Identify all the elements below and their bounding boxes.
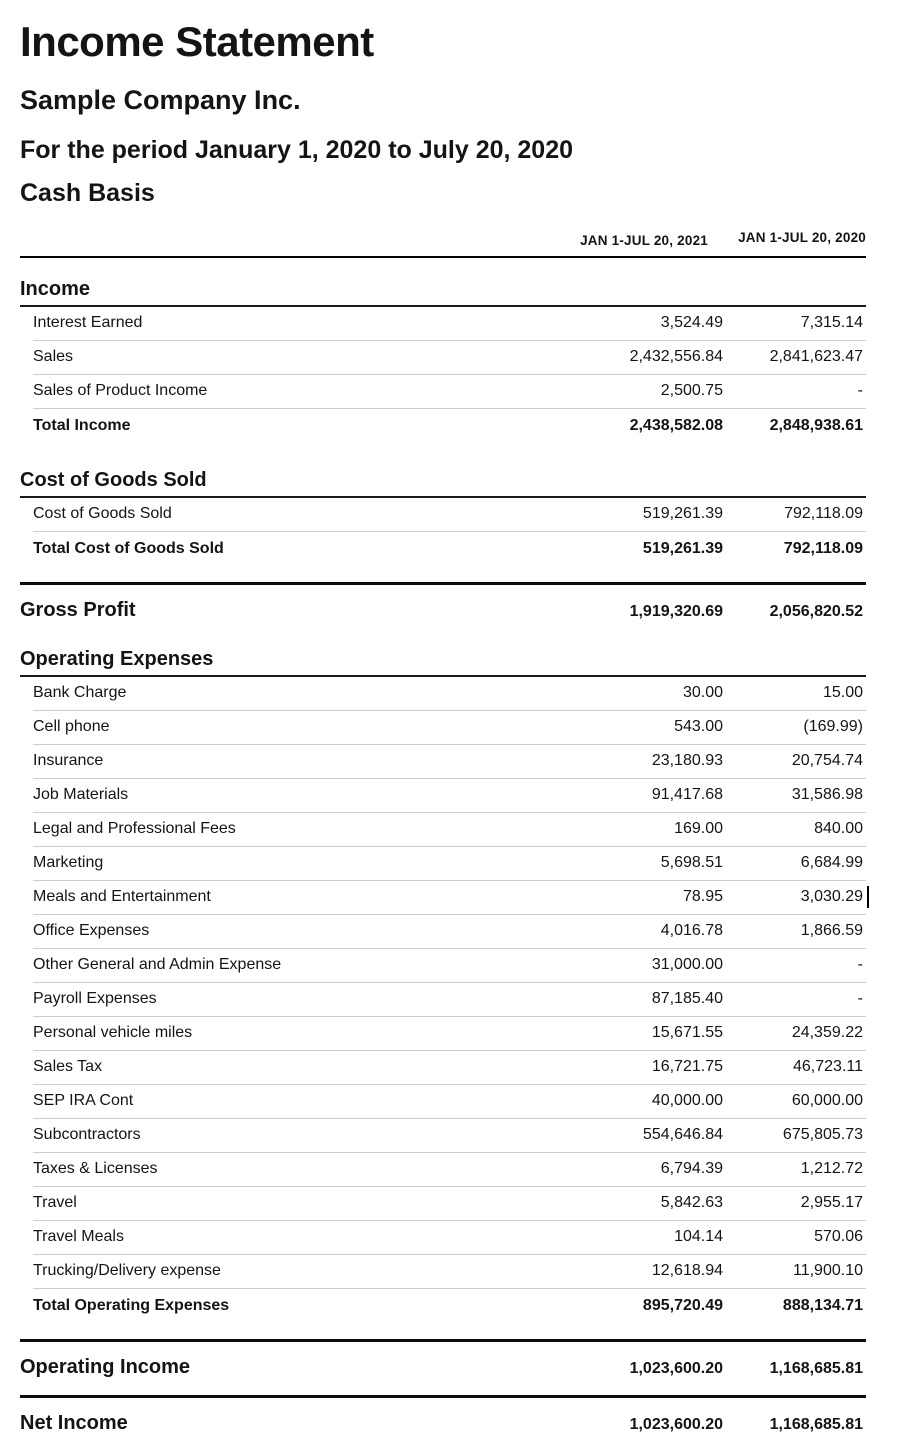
row-value-2021: 6,794.39 [660, 1160, 723, 1178]
row-value-2021: 12,618.94 [651, 1262, 723, 1280]
row-value-2020: (169.99) [803, 718, 863, 736]
section-title: Income [20, 278, 866, 307]
total-row [33, 1289, 866, 1323]
row-value-2020: 792,118.09 [783, 539, 863, 557]
row-label: Travel [33, 1194, 77, 1212]
table-row [33, 498, 866, 532]
section-cost-of-goods-sold [20, 469, 866, 566]
section-operating-expenses [20, 648, 866, 1323]
row-value-2020: 570.06 [814, 1228, 863, 1246]
table-row [33, 949, 866, 983]
row-label: Sales Tax [33, 1058, 103, 1076]
row-value-2021: 3,524.49 [660, 314, 723, 332]
row-value-2021: 30.00 [682, 684, 723, 702]
table-row [33, 983, 866, 1017]
row-value-2020: 31,586.98 [791, 786, 863, 804]
table-row [33, 1085, 866, 1119]
row-label: Sales of Product Income [33, 382, 208, 400]
row-value-2021: 15,671.55 [651, 1024, 723, 1042]
row-value-2021: 2,432,556.84 [629, 348, 723, 366]
row-label: Bank Charge [33, 684, 127, 702]
row-value-2021: 2,438,582.08 [629, 416, 723, 434]
row-value-2020: 15.00 [822, 684, 863, 702]
column-header-2021: JAN 1-JUL 20, 2021 [580, 232, 708, 248]
summary-value-2021: 1,023,600.20 [629, 1415, 723, 1433]
row-label: Taxes & Licenses [33, 1160, 158, 1178]
row-label: Cost of Goods Sold [33, 505, 172, 523]
table-row [33, 1187, 866, 1221]
row-label: Total Income [33, 416, 131, 434]
row-label: Total Cost of Goods Sold [33, 539, 224, 557]
accounting-basis: Cash Basis [20, 178, 155, 207]
row-label: Personal vehicle miles [33, 1024, 193, 1042]
row-value-2020: 7,315.14 [800, 314, 863, 332]
row-value-2021: 16,721.75 [651, 1058, 723, 1076]
row-value-2020: 60,000.00 [791, 1092, 863, 1110]
row-label: Meals and Entertainment [33, 888, 211, 906]
row-label: SEP IRA Cont [33, 1092, 134, 1110]
summary-label: Gross Profit [20, 598, 136, 621]
summary-value-2020: 2,056,820.52 [769, 602, 863, 620]
row-value-2021: 895,720.49 [642, 1296, 723, 1314]
row-label: Interest Earned [33, 314, 143, 332]
row-value-2020: 20,754.74 [791, 752, 863, 770]
row-value-2020: 792,118.09 [784, 505, 863, 523]
row-value-2021: 169.00 [674, 820, 723, 838]
summary-value-2020: 1,168,685.81 [769, 1359, 863, 1377]
column-header-2020: JAN 1-JUL 20, 2020 [738, 229, 866, 245]
row-label: Trucking/Delivery expense [33, 1262, 221, 1280]
row-value-2020: 888,134.71 [782, 1296, 863, 1314]
summary-label: Operating Income [20, 1355, 191, 1378]
table-row [33, 847, 866, 881]
table-row [33, 341, 866, 375]
table-row [33, 915, 866, 949]
table-row [33, 881, 866, 915]
table-row [33, 677, 866, 711]
company-name: Sample Company Inc. [20, 84, 301, 115]
row-label: Legal and Professional Fees [33, 820, 236, 838]
row-value-2021: 4,016.78 [660, 922, 723, 940]
section-income [20, 278, 866, 443]
row-label: Marketing [33, 854, 104, 872]
row-value-2021: 554,646.84 [642, 1126, 723, 1144]
row-value-2020: 2,841,623.47 [769, 348, 863, 366]
row-value-2020: 675,805.73 [782, 1126, 863, 1144]
row-value-2020: 840.00 [814, 820, 863, 838]
table-row [33, 745, 866, 779]
row-label: Cell phone [33, 718, 110, 736]
row-value-2020[interactable]: 3,030.29 [723, 888, 866, 906]
table-row [33, 1051, 866, 1085]
row-value-2020: 24,359.22 [791, 1024, 863, 1042]
row-value-2021: 543.00 [674, 718, 723, 736]
row-value-2021: 78.95 [682, 888, 723, 906]
row-label: Job Materials [33, 786, 129, 804]
row-value-2020: 1,212.72 [800, 1160, 863, 1178]
page-title: Income Statement [20, 18, 374, 65]
summary-gross-profit [20, 582, 866, 622]
table-row [33, 1255, 866, 1289]
row-label: Insurance [33, 752, 104, 770]
row-value-2020: - [857, 382, 863, 400]
row-value-2020: - [857, 990, 863, 1008]
row-value-2021: 31,000.00 [651, 956, 723, 974]
row-value-2020: - [857, 956, 863, 974]
row-label: Other General and Admin Expense [33, 956, 282, 974]
row-value-2021: 91,417.68 [651, 786, 723, 804]
total-row [33, 409, 866, 443]
summary-value-2021: 1,919,320.69 [629, 602, 723, 620]
row-value-2021: 87,185.40 [651, 990, 723, 1008]
summary-label: Net Income [20, 1411, 128, 1434]
table-row [33, 813, 866, 847]
row-value-2021: 5,842.63 [660, 1194, 723, 1212]
section-title: Cost of Goods Sold [20, 469, 866, 498]
row-value-2021: 40,000.00 [651, 1092, 723, 1110]
summary-value-2021: 1,023,600.20 [629, 1359, 723, 1377]
table-row [33, 307, 866, 341]
row-value-2021: 519,261.39 [642, 539, 723, 557]
table-row [33, 1119, 866, 1153]
row-value-2021: 519,261.39 [642, 505, 723, 523]
text-cursor-icon [867, 886, 869, 908]
row-value-2021: 104.14 [674, 1228, 723, 1246]
row-label: Travel Meals [33, 1228, 124, 1246]
total-row [33, 532, 866, 566]
report-period: For the period January 1, 2020 to July 20, 2020 [20, 135, 574, 164]
report-body [20, 278, 866, 1435]
table-row [33, 375, 866, 409]
row-label: Office Expenses [33, 922, 150, 940]
row-value-2021: 2,500.75 [660, 382, 723, 400]
row-value-2021: 5,698.51 [660, 854, 723, 872]
table-row [33, 711, 866, 745]
summary-net-income [20, 1395, 866, 1435]
row-label: Total Operating Expenses [33, 1296, 230, 1314]
row-value-2020: 1,866.59 [800, 922, 863, 940]
row-value-2020: 11,900.10 [793, 1262, 863, 1280]
table-row [33, 1221, 866, 1255]
column-header-row [20, 229, 866, 258]
table-row [33, 1017, 866, 1051]
row-value-2021: 23,180.93 [651, 752, 723, 770]
row-label: Payroll Expenses [33, 990, 157, 1008]
row-label: Sales [33, 348, 74, 366]
row-value-2020: 2,955.17 [800, 1194, 863, 1212]
row-value-2020: 46,723.11 [793, 1058, 863, 1076]
summary-operating-income [20, 1339, 866, 1379]
table-row [33, 779, 866, 813]
row-label: Subcontractors [33, 1126, 141, 1144]
table-row [33, 1153, 866, 1187]
row-value-2020: 2,848,938.61 [769, 416, 863, 434]
section-title: Operating Expenses [20, 648, 866, 677]
summary-value-2020: 1,168,685.81 [769, 1415, 863, 1433]
row-value-2020: 6,684.99 [800, 854, 863, 872]
